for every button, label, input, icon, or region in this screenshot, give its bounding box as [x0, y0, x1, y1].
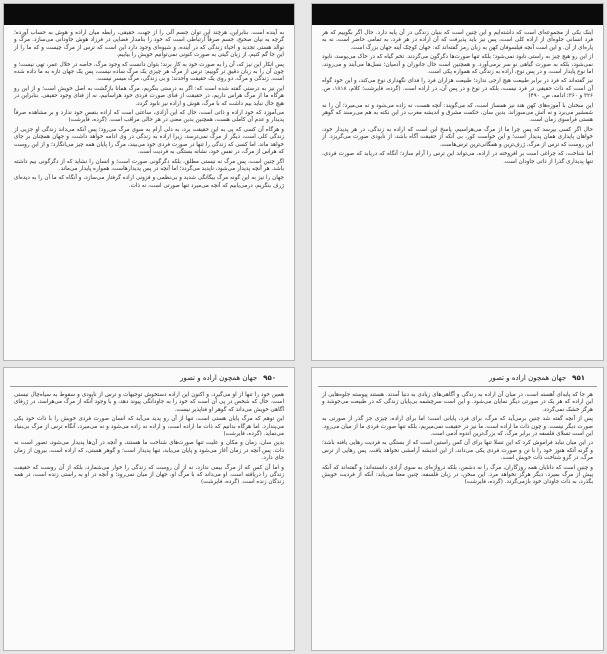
paragraph: پس از آنچه گفته شد چنين برمی‌آيد که مرگ، برای فرد، پايانی است؛ اما برای اراده، چيزی جز گذر از صورتی به صورت ديگر نيست. و چون ذات ما اراده است، ما نيز در حقيقت نمی‌ميريم، بلکه تنها صورت فردی ما از ميان می‌رود. اين است تسلای فلسفه در برابر مرگ، که بزرگ‌ترين اندوه آدمی است.	[322, 416, 593, 438]
paragraph: پس انکار اين نيز که، آن را به صورت خود به کار برند؛ بتوان دانست که وجود مرگ، خاصه در خلال عمر، تهی نيست؛ و چون آن را به زبان دقيق تر گوييم: ترس از مرگ هر چيزی يک مرگ ساده نيست، پس يک جهان تازه به ما داده شده است. زندگی و مرگ، دو روی يک حقيقت واحدند؛ و بی زندگی، مرگ ميسر نيست.	[13, 61, 284, 83]
page-body-text	[4, 387, 294, 487]
page-running-title: جهان همچون اراده و تصور	[488, 374, 567, 382]
paragraph: اين سخنان با آموزه‌های کهن هند نيز همساز است، که می‌گويند: آنچه هست، نه زاده می‌شود و نه می‌ميرد؛ آن را نه شمشير می‌برد و نه آتش می‌سوزاند. بدين سان، حکمت مشرق و انديشه مغرب در اين نکته به هم می‌رسند که گوهر هستی فراسوی زمان است.	[322, 102, 593, 124]
paragraph: در اين ميان نبايد فراموش کرد که اين تسلا تنها برای آن کس راستين است که از بستگی به فرديت رهايی يافته باشد؛ و گرنه آنکه هنوز خود را با تن و صورت فردی يکی می‌داند، از اين انديشه آرامشی نخواهد يافت. پس رهايی از ترس مرگ، در گرو شناخت ذات خويش است.	[322, 440, 593, 462]
page-panel-left-bottom	[3, 367, 295, 651]
page-header	[318, 368, 597, 387]
paragraph: از اين رو هيچ چيز به راستی نابود نمی‌شود؛ بلکه تنها صورت‌ها دگرگون می‌گردند. تخم گياه که در خاک می‌پوسد، نابود نمی‌شود، بلکه به صورت گياهی نو سر برمی‌آورد. و همچنين است حال جانوران و آدميان؛ نسل‌ها می‌آيند و می‌روند، اما نوع پايدار است، و در پس نوع، اراده به زندگی که همواره يکی است.	[322, 54, 593, 76]
paragraph: و هرگاه آن کسی که پی به اين حقيقت برد، به دلی آرام به سوی مرگ می‌رود؛ پس آنکه می‌داند زندگی او جزيی از زندگی کلی است، ديگر از مرگ نمی‌ترسد، زيرا اراده به زندگی در وی ادامه خواهد داشت، و جهان همچنان بر جای خواهد ماند. اما کسی که زندگی را تنها در صورت فردی خود می‌بيند، مرگ را پايان همه چيز می‌انگارد؛ و از اين روست که هراس از مرگ، در نفس خود، نشانه بستگی به فرديت است.	[14, 126, 284, 156]
page-panel-left-top	[3, 3, 295, 361]
page-body-text	[312, 387, 603, 487]
paragraph: هر جا که پايه‌ای آهسته است، در ميان آن اراده به زندگی و آگاهی‌های زيادی به دنيا آمدند. هستند پيوسته جلوه‌هايی از اين اراده که هر يک در صورتی ديگر نمايان می‌شود. و اين است سرچشمه بی‌پايان زندگی که در طبيعت می‌جوشد و هرگز خشک نمی‌گردد.	[322, 392, 593, 413]
paragraph: اين نيز به درستی گفته شده است که: اگر به درستی بنگريم، مرگ همانا بازگشت به اصل خويش است؛ و از اين رو هرگاه ما از مرگ هراس داريم، در حقيقت از فنای صورت فردی خود هراسانيم، نه از فنای وجود حقيقی. بنابراين در هيچ حال نبايد بيم داشت که با مرگ، هوش و اراده نيز نابود گردد.	[14, 85, 284, 107]
page-number: ۹۵۱	[572, 374, 585, 382]
paragraph: همين خود را تنها از او می‌گيرد، و اکنون اين اراده دستخوش توجيهات و ترس از ناپودی و سقوط به سياه‌چال نيستی است. حال که شخص در پی آن است که خود را به جاودانگی پيوند دهد، و با وجود آنکه از مرگ می‌هراسد، در ژرفای آگاهی خويش می‌داند که گوهر او فنا‌پذير نيست.	[14, 392, 284, 413]
paragraph: می‌آموزد که خود اراده و ذاتی است، حال که اين آزادی، ساعتی است که اراده بنفس خود ندارد و بر مشاهده صرفاً پديدار و عدم آن کاملی هست، همچنين بدين معنی در هر حالی مراقب است. (گرده، فايرشت)	[14, 110, 284, 124]
paragraph: حال اگر کسی بپرسد که پس چرا ما از مرگ می‌هراسيم، پاسخ اين است که اراده به زندگی، در هر پديدار خود، خواهان پايداری همان پديدار است؛ و اين خواست کور، بی آنکه از حقيقت آگاه باشد، از نابودی صورت می‌گريزد. از اين روست که ترس از مرگ، ژرف‌ترين و همگانی‌ترين ترس‌هاست.	[322, 126, 593, 148]
paragraph: اين توهم که مرگ پايان هستی است، تنها از آن رو پديد می‌آيد که انسان صورت فردی خويش را با ذات خود يکی می‌پندارد. اما هرگاه بدانيم که ذات ما اراده است، و اراده نه زاده می‌شود و نه می‌ميرد، آنگاه ترس از مرگ بی‌بنياد می‌نمايد. (گرده، فايرشت)	[14, 416, 284, 438]
page-body-text	[4, 25, 294, 190]
page-panel-right-bottom	[311, 367, 604, 651]
paragraph: بدين سان، زمان و مکان و عليت تنها صورت‌های شناخت ما هستند، و آنچه در آن‌ها پديدار می‌شود، تصور است نه ذات. پس آنچه در زمان آغاز می‌شود و پايان می‌يابد، تنها پديدار است؛ و گوهر هستی، که اراده است، بيرون از زمان جای دارد.	[14, 440, 284, 462]
page-header	[10, 368, 288, 387]
paragraph: اما شناخت، که چراغی است بر افروخته در اراده، می‌تواند اين ترس را آرام سازد؛ آنگاه که دريابد که صورت فردی، تنها پديداری گذرا از ذاتی جاودان است.	[322, 151, 593, 165]
page-top-bar	[4, 4, 294, 25]
paragraph: اگر چنين است، پس مرگ نه نيستی مطلق، بلکه دگرگونی صورت است؛ و انسان را نشايد که از دگرگونی بيم داشته باشد. هر آنچه پديدار می‌شود، ناپديد می‌گردد؛ اما آنچه در پس پديدارهاست، همواره پايدار می‌ماند.	[14, 158, 284, 172]
paragraph: و چنين است که دانايان همه روزگاران، مرگ را نه دشمن، بلکه دروازه‌ای به سوی آزادی دانسته‌اند؛ و گفته‌اند که آنکه پيش از مرگ بميرد، ديگر هرگز نخواهد مرد. اين سخن، در زبان فلسفه، چنين معنا می‌يابد: آنکه از فرديت خويش بگذرد، به ذات جاودان خود بازمی‌گردد. (گرده، فايرشت)	[322, 464, 593, 486]
page-number: ۹۵۰	[263, 374, 276, 382]
page-body-text	[312, 25, 603, 166]
paragraph: به آينده است. بنابراين، هرچند اين توان جسم آلی را از جهت، حقيقی، رابطه ميان اراده و هوش به حساب آورده؛ گرچه به نيان صحيح، جسم صرفاً ارتباطی است كه خود را بنا‌مدار فضايی در فرزاد هوش جاودانی می‌سازد. مرگ و توالد هستی تجديد و احياء زندگی كه در آينده، و شيوه‌ای وجود دارد اين است كه ترس از مرگ چيست و كه ما را از اين جا گم کنيم، از زبان گيتی به صورت کنونی نمی‌توانيم خويش را بيابيم.	[14, 30, 284, 59]
page-top-bar	[312, 4, 603, 25]
page-panel-right-top	[311, 3, 604, 361]
paragraph: اينک يکی از مجموعه‌ای است که داشته‌ايم و اين چنين است که بنيان زندگی در آن پايه دارد. حال اگر بگوييم که هر فرد انسانی جلوه‌ای از اراده کلی است، پس نيز بايد پذيرفت که آن اراده در هر فرد، به تمامی حاضر است، نه به پاره‌ای از آن. و اين است آنچه فيلسوفان کهن به زبان رمز گفته‌اند که: جهان کوچک آينه جهان بزرگ است.	[322, 30, 593, 51]
page-running-title: جهان همچون اراده و تصور	[179, 374, 258, 382]
paragraph: نيز گفته‌اند که فرد در برابر طبيعت هيچ ارجی ندارد؛ طبيعت هزاران فرد را فدای نگهداری نوع می‌کند، و اين خود گواه آن است که ذات حقيقی در فرد نيست، بلکه در نوع و در پس آن، در اراده است. (گرده، فايرشت؛ کلام، ۱۸۱۸، ص. ۳۲۶ و ۳۶۰؛ ادامه، ص. ۴۹۰)	[322, 78, 593, 100]
paragraph: و اما آن کس که از مرگ بيمی ندارد، نه از آن روست که زندگی را خوار می‌شمارد، بلکه از آن روست که حقيقت زندگی را دريافته است. او می‌داند که با مرگ او، جهان از ميان نمی‌رود؛ و آنچه در او به راستی زنده است، در همه زندگان زنده است. (گرده، فايرشت)	[14, 464, 284, 486]
paragraph: جهان را نيز به اين گونه مرگ بيگانگی شديد و بی‌نظمی و فزونی اراده گرفتار می‌سازد، و آنگاه که ما آن را به ديده‌ای ژرف بنگريم، درمی‌يابيم که آنچه می‌ميرد تنها صورتی است، نه ذات.	[14, 175, 284, 189]
